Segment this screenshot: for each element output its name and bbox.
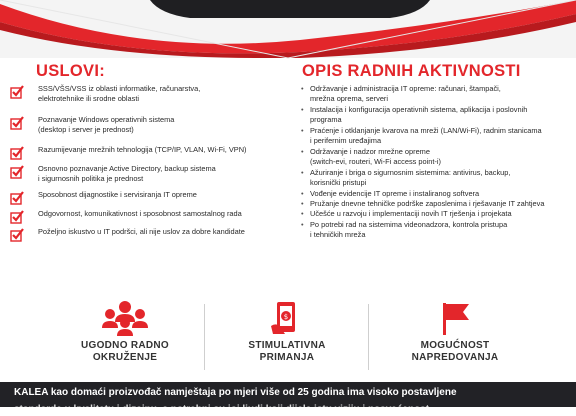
requirement-text: Razumijevanje mrežnih tehnologija (TCP/IP, VLAN, Wi-Fi, VPN) <box>38 145 247 155</box>
benefit-salary <box>212 300 362 364</box>
activity-text: Instalacija i konfiguracija operativnih sistema, aplikacija i poslovnih programa <box>310 104 528 125</box>
activity-text: Učešće u razvoju i implementaciji novih IT rješenja i projekata <box>310 209 512 219</box>
activity-item <box>300 189 566 199</box>
requirement-text: SSS/VŠS/VSS iz oblasti informatike, računarstva, elektrotehnike ili srodne oblasti <box>38 84 201 103</box>
banner-graphic <box>0 0 576 58</box>
benefit-growth <box>380 300 530 364</box>
requirement-item <box>10 84 282 103</box>
activity-text: Pružanje dnevne tehničke podrške zaposlenima i rješavanje IT zahtjeva <box>310 198 545 208</box>
checkbox-check-icon <box>10 165 24 179</box>
top-banner <box>0 0 576 58</box>
team-icon <box>101 300 149 336</box>
activity-text: Praćenje i otklanjanje kvarova na mreži (LAN/Wi-Fi), radnim stanicama i perifernim uređajima <box>310 125 542 146</box>
activities-title: OPIS RADNIH AKTIVNOSTI <box>302 62 521 80</box>
checkbox-check-icon <box>10 228 24 242</box>
benefit-environment <box>50 300 200 364</box>
activity-item <box>300 126 566 147</box>
activity-text: Ažuriranje i briga o sigurnosnim sistemima: antivirus, backup, korisnički pristupi <box>310 167 511 188</box>
benefits-row <box>0 300 576 380</box>
flag-icon <box>435 300 475 336</box>
requirement-item <box>10 115 282 134</box>
activity-text: Održavanje i administracija IT opreme: računari, štampači, mrežna oprema, serveri <box>310 84 501 104</box>
activity-text: Po potrebi rad na sistemima videonadzora, kontrola pristupa i tehničkih mreža <box>310 219 508 240</box>
activities-list <box>300 84 566 241</box>
requirement-text: Odgovornost, komunikativnost i sposobnost samostalnog rada <box>38 208 242 218</box>
footer-line-2: standarde u kvalitetu i dizajnu, a potrebni su joj ljudi koji dijele istu viziju i posvećenost. <box>14 404 432 415</box>
requirement-text: Poželjno iskustvo u IT podršci, ali nije uslov za dobre kandidate <box>38 227 245 237</box>
activity-item <box>300 105 566 126</box>
activity-item <box>300 199 566 209</box>
checkbox-check-icon <box>10 210 24 224</box>
benefit-label: MOGUĆNOST NAPREDOVANJA <box>411 340 499 363</box>
requirement-text: Poznavanje Windows operativnih sistema (desktop i server je prednost) <box>38 115 175 134</box>
divider <box>204 304 205 370</box>
svg-text:$: $ <box>283 313 289 321</box>
requirement-text: Osnovno poznavanje Active Directory, backup sistema i sigurnosnih politika je prednost <box>38 163 216 183</box>
checkbox-check-icon <box>10 116 24 130</box>
activity-text: Vođenje evidencije IT opreme i instaliranog softvera <box>310 188 480 198</box>
benefit-label: UGODNO RADNO OKRUŽENJE <box>80 340 170 363</box>
activity-item <box>300 147 566 168</box>
checkbox-check-icon <box>10 85 24 99</box>
requirement-text: Sposobnost dijagnostike i servisiranja IT opreme <box>38 190 197 200</box>
requirement-item <box>10 209 282 219</box>
checkbox-check-icon <box>10 146 24 160</box>
activity-item <box>300 168 566 189</box>
requirements-list <box>10 84 282 237</box>
requirements-title: USLOVI: <box>36 62 106 80</box>
divider <box>368 304 369 370</box>
checkbox-check-icon <box>10 191 24 205</box>
activity-item <box>300 84 566 105</box>
requirement-item <box>10 227 282 237</box>
company-footer <box>0 382 576 415</box>
requirement-item <box>10 145 282 155</box>
activity-item <box>300 220 566 241</box>
activity-text: Održavanje i nadzor mrežne opreme (switch-evi, routeri, Wi-Fi access point-i) <box>310 146 441 167</box>
activity-item <box>300 209 566 219</box>
benefit-label: STIMULATIVNA PRIMANJA <box>248 340 326 363</box>
footer-line-1: KALEA kao domaći proizvođač namještaja po mjeri više od 25 godina ima visoko postavljene <box>14 387 457 398</box>
salary-phone-icon <box>267 300 307 336</box>
requirement-item <box>10 164 282 183</box>
requirement-item <box>10 190 282 200</box>
